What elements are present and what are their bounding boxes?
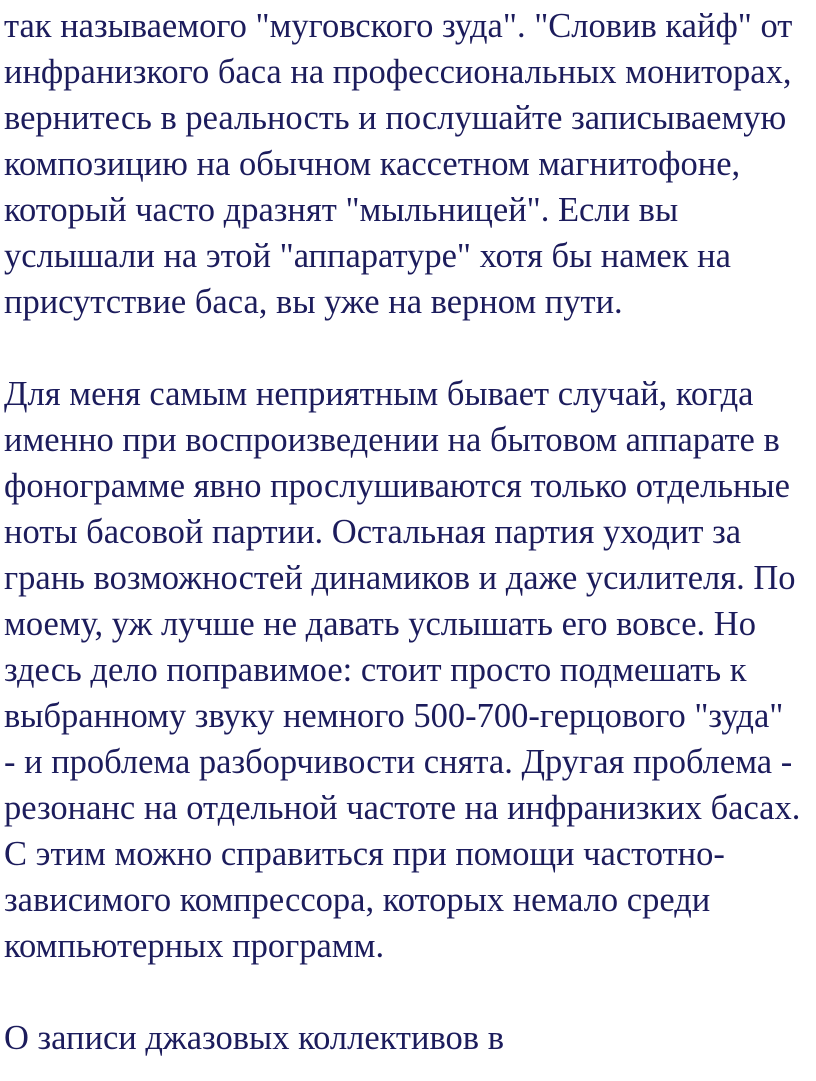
text-line: услышали на этой "аппаратуре" хотя бы намек на: [4, 237, 731, 275]
text-line: фонограмме явно прослушиваются только отдельные: [4, 467, 790, 505]
text-line: Для меня самым неприятным бывает случай, когда: [4, 375, 754, 413]
text-line: ноты басовой партии. Остальная партия уходит за: [4, 513, 742, 551]
text-line: присутствие баса, вы уже на верном пути.: [4, 283, 623, 321]
text-line: моему, уж лучше не давать услышать его вовсе. Но: [4, 605, 756, 643]
text-line: резонанс на отдельной частоте на инфранизких басах.: [4, 789, 801, 827]
text-line: компьютерных программ.: [4, 927, 385, 965]
text-line: композицию на обычном кассетном магнитофоне,: [4, 145, 741, 183]
text-line: О записи джазовых коллективов в: [4, 1019, 504, 1057]
text-line: здесь дело поправимое: стоит просто подмешать к: [4, 651, 747, 689]
text-line: С этим можно справиться при помощи частотно-: [4, 835, 725, 873]
text-line: вернитесь в реальность и послушайте записываемую: [4, 99, 787, 137]
text-line: выбранному звуку немного 500-700-герцового "зуда": [4, 697, 784, 735]
text-line: - и проблема разборчивости снята. Другая проблема -: [4, 743, 793, 781]
text-line: грань возможностей динамиков и даже усилителя. По: [4, 559, 796, 597]
text-line: инфранизкого баса на профессиональных мониторах,: [4, 53, 792, 91]
text-line: именно при воспроизведении на бытовом аппарате в: [4, 421, 780, 459]
text-line: так называемого "муговского зуда". "Словив кайф" от: [4, 7, 793, 45]
text-line: зависимого компрессора, которых немало среди: [4, 881, 711, 919]
text-line: который часто дразнят "мыльницей". Если вы: [4, 191, 679, 229]
